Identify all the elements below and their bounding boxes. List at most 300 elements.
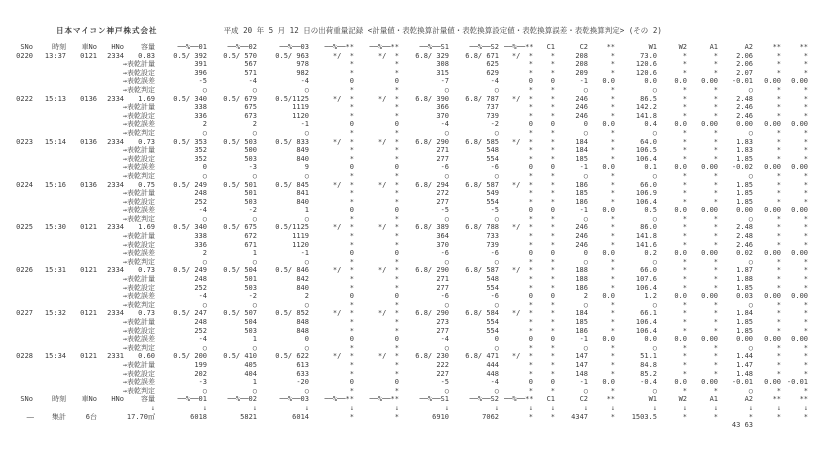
extra-row <box>12 421 813 430</box>
value-cell: 567 <box>244 60 257 69</box>
block-sub-row <box>12 86 813 95</box>
value-cell: 209 <box>575 68 588 77</box>
value-cell: * <box>528 257 533 266</box>
value-cell: * <box>713 300 718 309</box>
value-cell: 444 <box>486 360 499 369</box>
column-header: ──%──02 <box>227 43 257 51</box>
time-cell: 15:34 <box>44 352 66 361</box>
value-cell: 0.00 <box>701 249 718 258</box>
value-cell: ○ <box>444 300 449 309</box>
block-sub-row <box>12 69 813 78</box>
car-no-cell <box>71 258 102 267</box>
empty-cell <box>129 421 160 430</box>
value-cell: 273 <box>436 318 449 326</box>
value-cell: * <box>394 360 399 369</box>
value-cell: 503 <box>244 154 257 163</box>
empty-cell <box>359 421 404 430</box>
column-header: ──%──01 <box>177 43 207 51</box>
hno-cell: 2334 <box>107 266 124 275</box>
value-cell: 315 <box>436 68 449 77</box>
value-cell: ○ <box>202 214 207 223</box>
value-cell: 0 <box>550 206 555 215</box>
car-no-cell <box>71 335 102 344</box>
time-cell <box>38 69 71 78</box>
car-no-cell <box>71 275 102 284</box>
extra-total-cell: 43 63 <box>731 421 753 430</box>
value-cell: ○ <box>252 128 257 137</box>
volume-cell: 0.73 <box>138 266 155 275</box>
value-cell: 554 <box>486 197 499 206</box>
column-header: ──%──** <box>324 395 354 404</box>
value-cell: * <box>610 240 615 249</box>
value-cell: 739 <box>486 240 499 249</box>
value-cell: 0.0 <box>602 77 615 86</box>
sno-cell <box>12 112 38 121</box>
value-cell: 0 <box>528 292 533 301</box>
value-cell: -4 <box>198 206 207 215</box>
value-cell: 246 <box>575 240 588 249</box>
value-cell: * <box>713 369 718 378</box>
time-cell: 15:16 <box>44 180 66 189</box>
value-cell: * <box>776 128 781 137</box>
value-cell: 0.5/ 353 <box>173 137 207 146</box>
value-cell: ○ <box>748 128 753 137</box>
value-cell: * <box>394 369 399 378</box>
car-no-cell <box>71 249 102 258</box>
value-cell: * <box>776 300 781 309</box>
block-sub-row <box>12 103 813 112</box>
time-cell <box>38 206 71 215</box>
value-cell: * <box>803 369 808 378</box>
value-cell: 248 <box>194 189 207 198</box>
value-cell: */ * <box>377 137 399 146</box>
row-label-cell: →表乾設定 <box>122 326 155 335</box>
car-no-cell <box>71 344 102 353</box>
value-cell: * <box>803 318 808 326</box>
value-cell: 106.4 <box>635 318 657 326</box>
value-cell: 672 <box>244 232 257 241</box>
value-cell: 0 <box>494 335 499 344</box>
value-cell: ○ <box>494 214 499 223</box>
sno-cell: 0228 <box>16 352 33 361</box>
car-no-cell <box>71 206 102 215</box>
value-cell: 554 <box>486 326 499 335</box>
hno-cell: 2334 <box>107 223 124 232</box>
total-value-cell: 1503.5 <box>631 412 657 421</box>
value-cell: * <box>394 103 399 112</box>
value-cell: * <box>528 275 533 284</box>
value-cell: * <box>713 283 718 292</box>
column-header: W1 <box>648 395 657 404</box>
value-cell: 222 <box>436 360 449 369</box>
column-header: ──%──S1 <box>419 395 449 404</box>
table-head <box>12 43 813 52</box>
value-cell: 0.5/ 852 <box>275 309 309 318</box>
row-label-cell: →表乾判定 <box>122 386 155 395</box>
car-no-cell <box>71 120 102 129</box>
row-label-cell: →表乾設定 <box>122 369 155 378</box>
down-arrow-icon: ↓ <box>803 403 808 412</box>
value-cell: * <box>394 85 399 94</box>
value-cell: * <box>713 360 718 369</box>
value-cell: 0.5/ 504 <box>223 266 257 275</box>
value-cell: ○ <box>304 343 309 352</box>
value-cell: * <box>349 326 354 335</box>
value-cell: 0.0 <box>674 292 687 301</box>
row-label-cell: →表乾誤差 <box>122 292 155 301</box>
value-cell: * <box>349 232 354 241</box>
value-cell: * <box>803 360 808 369</box>
sno-cell <box>12 69 38 78</box>
value-cell: ○ <box>202 386 207 395</box>
value-cell: ○ <box>583 85 588 94</box>
value-cell: * <box>803 386 808 395</box>
value-cell: ○ <box>304 171 309 180</box>
total-value-cell: * <box>528 412 533 421</box>
value-cell: * <box>528 197 533 206</box>
total-value-cell: * <box>803 412 808 421</box>
value-cell: 0 <box>583 120 588 129</box>
value-cell: 0 <box>394 120 399 129</box>
empty-cell <box>314 421 359 430</box>
value-cell: 6.8/ 290 <box>415 266 449 275</box>
value-cell: * <box>713 326 718 335</box>
value-cell: 848 <box>296 318 309 326</box>
car-no-cell <box>71 77 102 86</box>
value-cell: 0.5/ 249 <box>173 180 207 189</box>
sno-cell <box>12 103 38 112</box>
value-cell: 554 <box>486 318 499 326</box>
sno-cell <box>12 189 38 198</box>
empty-cell <box>71 421 102 430</box>
block-sub-row <box>12 146 813 155</box>
value-cell: */ * <box>332 137 354 146</box>
value-cell: 142.2 <box>635 103 657 112</box>
value-cell: * <box>776 68 781 77</box>
column-header: ** <box>772 395 781 404</box>
value-cell: 1119 <box>292 232 309 241</box>
value-cell: 0.03 <box>736 292 753 301</box>
value-cell: */ * <box>377 266 399 275</box>
value-cell: * <box>528 240 533 249</box>
value-cell: 1120 <box>292 111 309 120</box>
value-cell: 0 <box>528 163 533 172</box>
value-cell: * <box>394 214 399 223</box>
row-label-cell: →表乾判定 <box>122 171 155 180</box>
value-cell: 0.00 <box>736 120 753 129</box>
value-cell: ○ <box>444 85 449 94</box>
value-cell: * <box>776 111 781 120</box>
value-cell: 0.2 <box>644 249 657 258</box>
value-cell: 2.06 <box>736 60 753 69</box>
value-cell: * <box>394 343 399 352</box>
value-cell: 982 <box>296 68 309 77</box>
value-cell: * <box>776 189 781 198</box>
car-no-cell: 0121 <box>80 309 97 318</box>
value-cell: 0 <box>394 378 399 387</box>
value-cell: * <box>528 68 533 77</box>
value-cell: * <box>776 326 781 335</box>
block-main-row <box>12 138 813 147</box>
value-cell: * <box>528 111 533 120</box>
value-cell: ○ <box>252 386 257 395</box>
value-cell: 0.1 <box>644 163 657 172</box>
value-cell: 141.6 <box>635 240 657 249</box>
value-cell: 0.5/1125 <box>275 94 309 103</box>
car-no-cell <box>71 163 102 172</box>
value-cell: 246 <box>575 103 588 112</box>
value-cell: 73.0 <box>640 51 657 60</box>
value-cell: 366 <box>436 103 449 112</box>
value-cell: -5 <box>490 206 499 215</box>
value-cell: * <box>550 283 555 292</box>
value-cell: * <box>682 266 687 275</box>
value-cell: -6 <box>490 249 499 258</box>
value-cell: * <box>682 326 687 335</box>
value-cell: -6 <box>440 163 449 172</box>
value-cell: -4 <box>198 335 207 344</box>
value-cell: */ * <box>377 352 399 361</box>
car-no-cell <box>71 241 102 250</box>
value-cell: * <box>528 171 533 180</box>
value-cell: ○ <box>304 257 309 266</box>
sno-cell <box>12 206 38 215</box>
value-cell: 503 <box>244 197 257 206</box>
value-cell: 248 <box>194 275 207 284</box>
time-cell <box>38 378 71 387</box>
row-label-cell: →表乾計量 <box>122 103 155 112</box>
value-cell: ○ <box>652 300 657 309</box>
value-cell: * <box>803 240 808 249</box>
value-cell: 501 <box>244 189 257 198</box>
value-cell: * <box>528 326 533 335</box>
column-header: C2 <box>579 395 588 404</box>
value-cell: 840 <box>296 197 309 206</box>
value-cell: * <box>713 318 718 326</box>
value-cell: ○ <box>652 386 657 395</box>
value-cell: * <box>803 300 808 309</box>
column-header: C2 <box>579 43 588 51</box>
value-cell: * <box>349 146 354 155</box>
value-cell: * <box>394 300 399 309</box>
value-cell: * <box>550 128 555 137</box>
block-sub-row <box>12 301 813 310</box>
time-cell <box>38 335 71 344</box>
sno-cell <box>12 215 38 224</box>
value-cell: ○ <box>494 343 499 352</box>
car-no-cell <box>71 112 102 121</box>
value-cell: * <box>610 171 615 180</box>
sno-cell <box>12 120 38 129</box>
value-cell: -4 <box>490 378 499 387</box>
value-cell: * <box>550 68 555 77</box>
value-cell: -7 <box>440 77 449 86</box>
value-cell: 840 <box>296 154 309 163</box>
sno-cell <box>12 60 38 69</box>
value-cell: 1.85 <box>736 189 753 198</box>
value-cell: * <box>528 154 533 163</box>
value-cell: * <box>803 275 808 284</box>
weighing-report-table <box>12 43 813 430</box>
value-cell: 0 <box>394 335 399 344</box>
value-cell: ○ <box>748 386 753 395</box>
sno-cell <box>12 370 38 379</box>
value-cell: */ * <box>332 309 354 318</box>
arrow-cell <box>102 404 129 413</box>
value-cell: * <box>803 283 808 292</box>
car-no-cell <box>71 69 102 78</box>
value-cell: * <box>550 232 555 241</box>
volume-cell: 0.73 <box>138 137 155 146</box>
column-header: C1 <box>546 395 555 404</box>
value-cell: 0 <box>394 249 399 258</box>
value-cell: 370 <box>436 111 449 120</box>
value-cell: * <box>776 137 781 146</box>
value-cell: * <box>349 68 354 77</box>
value-cell: 184 <box>575 309 588 318</box>
sno-cell: 0227 <box>16 309 33 318</box>
empty-cell <box>786 421 813 430</box>
empty-cell <box>538 421 560 430</box>
value-cell: * <box>803 60 808 69</box>
row-label-cell: →表乾設定 <box>122 111 155 120</box>
column-header: ──%──** <box>324 43 354 51</box>
value-cell: * <box>610 214 615 223</box>
value-cell: * <box>394 189 399 198</box>
value-cell: * <box>610 223 615 232</box>
value-cell: 2 <box>202 120 207 129</box>
value-cell: ○ <box>202 171 207 180</box>
column-header: ──%──** <box>504 43 534 51</box>
car-no-cell <box>71 215 102 224</box>
block-sub-row <box>12 232 813 241</box>
total-value-cell: * <box>713 412 718 421</box>
value-cell: * <box>394 171 399 180</box>
time-cell <box>38 275 71 284</box>
arrow-cell <box>38 404 71 413</box>
total-value-cell: 6018 <box>190 412 207 421</box>
value-cell: * <box>776 283 781 292</box>
block-sub-row <box>12 344 813 353</box>
value-cell: * <box>713 257 718 266</box>
value-cell: 106.4 <box>635 283 657 292</box>
value-cell: 0.00 <box>701 206 718 215</box>
value-cell: * <box>682 283 687 292</box>
column-header: 時刻 <box>52 43 66 51</box>
value-cell: -1 <box>579 77 588 86</box>
value-cell: * <box>803 214 808 223</box>
value-cell: 0.5/ 200 <box>173 352 207 361</box>
value-cell: 0 <box>394 77 399 86</box>
block-main-row <box>12 223 813 232</box>
value-cell: 2.46 <box>736 111 753 120</box>
car-no-cell <box>71 301 102 310</box>
time-cell <box>38 301 71 310</box>
time-cell: 15:14 <box>44 137 66 146</box>
value-cell: 0.00 <box>764 163 781 172</box>
value-cell: * <box>550 318 555 326</box>
time-cell <box>38 112 71 121</box>
value-cell: * <box>610 352 615 361</box>
time-cell <box>38 292 71 301</box>
empty-cell <box>504 421 538 430</box>
table-body <box>12 52 813 396</box>
value-cell: ○ <box>583 214 588 223</box>
value-cell: -4 <box>490 77 499 86</box>
value-cell: 0 <box>550 335 555 344</box>
value-cell: * <box>776 318 781 326</box>
value-cell: * <box>682 386 687 395</box>
block-main-row <box>12 95 813 104</box>
value-cell: -2 <box>490 120 499 129</box>
empty-cell <box>454 421 504 430</box>
value-cell: 208 <box>575 60 588 69</box>
time-cell <box>38 215 71 224</box>
column-header: ──%──** <box>504 395 534 404</box>
value-cell: 0.00 <box>791 206 808 215</box>
value-cell: */ * <box>332 180 354 189</box>
value-cell: 0.0 <box>644 335 657 344</box>
value-cell: 0.0 <box>602 163 615 172</box>
value-cell: 0 <box>394 163 399 172</box>
down-arrow-icon: ↓ <box>682 403 687 412</box>
value-cell: 86.5 <box>640 94 657 103</box>
column-header: HNo <box>111 43 124 51</box>
value-cell: -0.02 <box>731 163 753 172</box>
value-cell: 0.00 <box>791 163 808 172</box>
value-cell: 120.6 <box>635 60 657 69</box>
value-cell: * <box>713 214 718 223</box>
value-cell: * <box>713 232 718 241</box>
value-cell: * <box>803 180 808 189</box>
value-cell: -4 <box>440 335 449 344</box>
value-cell: ○ <box>304 386 309 395</box>
value-cell: 6.8/ 587 <box>465 180 499 189</box>
value-cell: * <box>610 197 615 206</box>
sno-cell: 0224 <box>16 180 33 189</box>
value-cell: * <box>682 214 687 223</box>
value-cell: * <box>550 214 555 223</box>
block-sub-row <box>12 292 813 301</box>
value-cell: * <box>349 85 354 94</box>
value-cell: 0 <box>349 378 354 387</box>
value-cell: 848 <box>296 326 309 335</box>
value-cell: * <box>550 85 555 94</box>
value-cell: ○ <box>252 85 257 94</box>
block-sub-row <box>12 318 813 327</box>
sno-cell <box>12 258 38 267</box>
time-cell <box>38 327 71 336</box>
value-cell: -3 <box>248 163 257 172</box>
column-header: ** <box>799 43 808 51</box>
sno-cell <box>12 327 38 336</box>
value-cell: -1 <box>300 249 309 258</box>
block-main-row <box>12 309 813 318</box>
sno-cell <box>12 378 38 387</box>
value-cell: 272 <box>436 189 449 198</box>
value-cell: 0 <box>550 77 555 86</box>
value-cell: 625 <box>486 60 499 69</box>
value-cell: * <box>528 128 533 137</box>
car-no-cell <box>71 129 102 138</box>
value-cell: 6.8/ 585 <box>465 137 499 146</box>
value-cell: * <box>550 300 555 309</box>
value-cell: -3 <box>198 378 207 387</box>
value-cell: 739 <box>486 111 499 120</box>
value-cell: * <box>803 85 808 94</box>
row-label-cell: →表乾設定 <box>122 283 155 292</box>
column-header: SNo <box>20 395 33 404</box>
